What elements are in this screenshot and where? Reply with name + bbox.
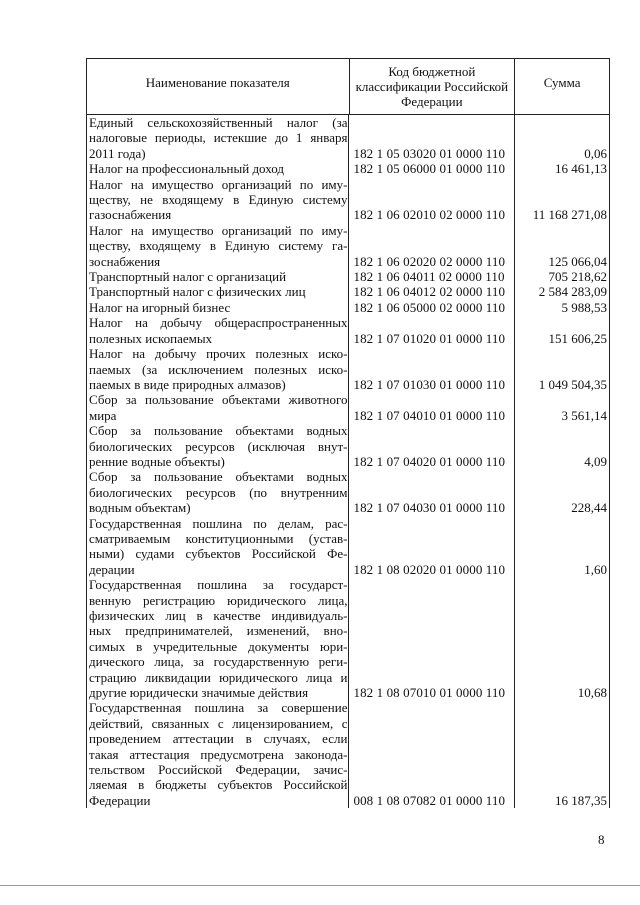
indicator-name: Налог на имущество организаций по иму- ществу, не входящему в Единую систему газоснабжения: [89, 176, 348, 223]
indicator-name: Налог на имущество организаций по иму- ществу, входящему в Единую систему га- зоснабжения: [89, 222, 348, 269]
sum-value: 705 218,62: [514, 269, 610, 284]
indicator-name: Сбор за пользование объектами водных биологических ресурсов (исключая внут- ренние водные объекты): [89, 423, 348, 469]
table-row: [87, 177, 610, 223]
sum-value: 151 606,25: [514, 315, 610, 346]
table-row: [87, 346, 610, 392]
table-row: [87, 577, 610, 700]
table-row: [87, 223, 610, 269]
revenue-table: [86, 58, 610, 808]
sum-value: 16 187,35: [514, 700, 610, 808]
page-number: 8: [598, 832, 605, 847]
table-row: [87, 469, 610, 515]
sum-value: 2 584 283,09: [514, 284, 610, 299]
sum-value: 228,44: [514, 469, 610, 515]
indicator-name: Единый сельскохозяйственный налог (за налоговые периоды, истекшие до 1 января 2011 года): [89, 115, 348, 161]
table-row: [87, 284, 610, 299]
budget-code: 182 1 06 04012 02 0000 110: [348, 284, 514, 299]
budget-code: 182 1 05 03020 01 0000 110: [348, 115, 514, 161]
table-row: [87, 115, 610, 161]
budget-code: 182 1 06 02020 02 0000 110: [348, 223, 514, 269]
sum-value: 1,60: [514, 516, 610, 578]
indicator-name: Сбор за пользование объектами животного мира: [89, 392, 348, 423]
indicator-name: Налог на добычу прочих полезных иско- паемых (за исключением полезных иско- паемых в виде природных алмазов): [89, 346, 348, 392]
sum-value: 10,68: [514, 577, 610, 700]
indicator-name: Налог на профессиональный доход: [89, 161, 284, 177]
sum-value: 3 561,14: [514, 392, 610, 423]
table-row: [87, 161, 610, 176]
indicator-name: Государственная пошлина за государст- венную регистрацию юридического лица, физических лиц в качестве индивидуаль- ных предпринимателей, изменений, вно- симых в учредительные документы юри- дического лица, за государственную реги- страцию ликвидации юридического лица и другие юридически значимые действия: [89, 577, 348, 701]
sum-value: 4,09: [514, 423, 610, 469]
table-header: [87, 59, 610, 115]
indicator-name: Сбор за пользование объектами водных биологических ресурсов (по внутренним водным объектам): [89, 469, 348, 516]
budget-code: 182 1 08 07010 01 0000 110: [348, 577, 514, 700]
sum-value: 11 168 271,08: [514, 177, 610, 223]
budget-code: 182 1 07 04030 01 0000 110: [348, 469, 514, 515]
page-bottom-divider: [0, 885, 640, 886]
sum-value: 0,06: [514, 115, 610, 161]
table-row: [87, 700, 610, 808]
table-row: [87, 315, 610, 346]
indicator-name: Налог на добычу общераспространенных полезных ископаемых: [89, 315, 348, 346]
budget-code: 008 1 08 07082 01 0000 110: [348, 700, 514, 808]
table-row: [87, 516, 610, 578]
indicator-name: Транспортный налог с организаций: [89, 269, 287, 285]
indicator-name: Государственная пошлина по делам, рас- сматриваемым конституционными (устав- ными) судами субъектов Российской Фе- дерации: [89, 515, 348, 577]
budget-code: 182 1 07 04020 01 0000 110: [348, 423, 514, 469]
budget-code: 182 1 08 02020 01 0000 110: [348, 516, 514, 578]
budget-code: 182 1 06 05000 02 0000 110: [348, 300, 514, 315]
sum-value: 125 066,04: [514, 223, 610, 269]
budget-code: 182 1 06 02010 02 0000 110: [348, 177, 514, 223]
sum-value: 16 461,13: [514, 161, 610, 176]
budget-code: 182 1 07 04010 01 0000 110: [348, 392, 514, 423]
budget-code: 182 1 06 04011 02 0000 110: [348, 269, 514, 284]
table-row: [87, 300, 610, 315]
header-sum-column: Сумма: [514, 59, 610, 114]
table-row: [87, 392, 610, 423]
sum-value: 1 049 504,35: [514, 346, 610, 392]
budget-code: 182 1 05 06000 01 0000 110: [348, 161, 514, 176]
table-body: [87, 115, 610, 808]
indicator-name: Налог на игорный бизнес: [89, 299, 231, 315]
header-name-column: Наименование показателя: [145, 75, 290, 90]
budget-code: 182 1 07 01020 01 0000 110: [348, 315, 514, 346]
budget-code: 182 1 07 01030 01 0000 110: [348, 346, 514, 392]
indicator-name: Транспортный налог с физических лиц: [89, 284, 306, 300]
sum-value: 5 988,53: [514, 300, 610, 315]
table-row: [87, 269, 610, 284]
indicator-name: Государственная пошлина за совершение действий, связанных с лицензированием, с проведением аттестации в случаях, если такая аттестация предусмотрена законода- тельством Российской Федерации, зачис- ляемая в бюджеты субъектов Российской Федерации: [89, 700, 348, 808]
header-code-column: Код бюджетной классификации Российской Федерации: [349, 59, 515, 114]
table-row: [87, 423, 610, 469]
